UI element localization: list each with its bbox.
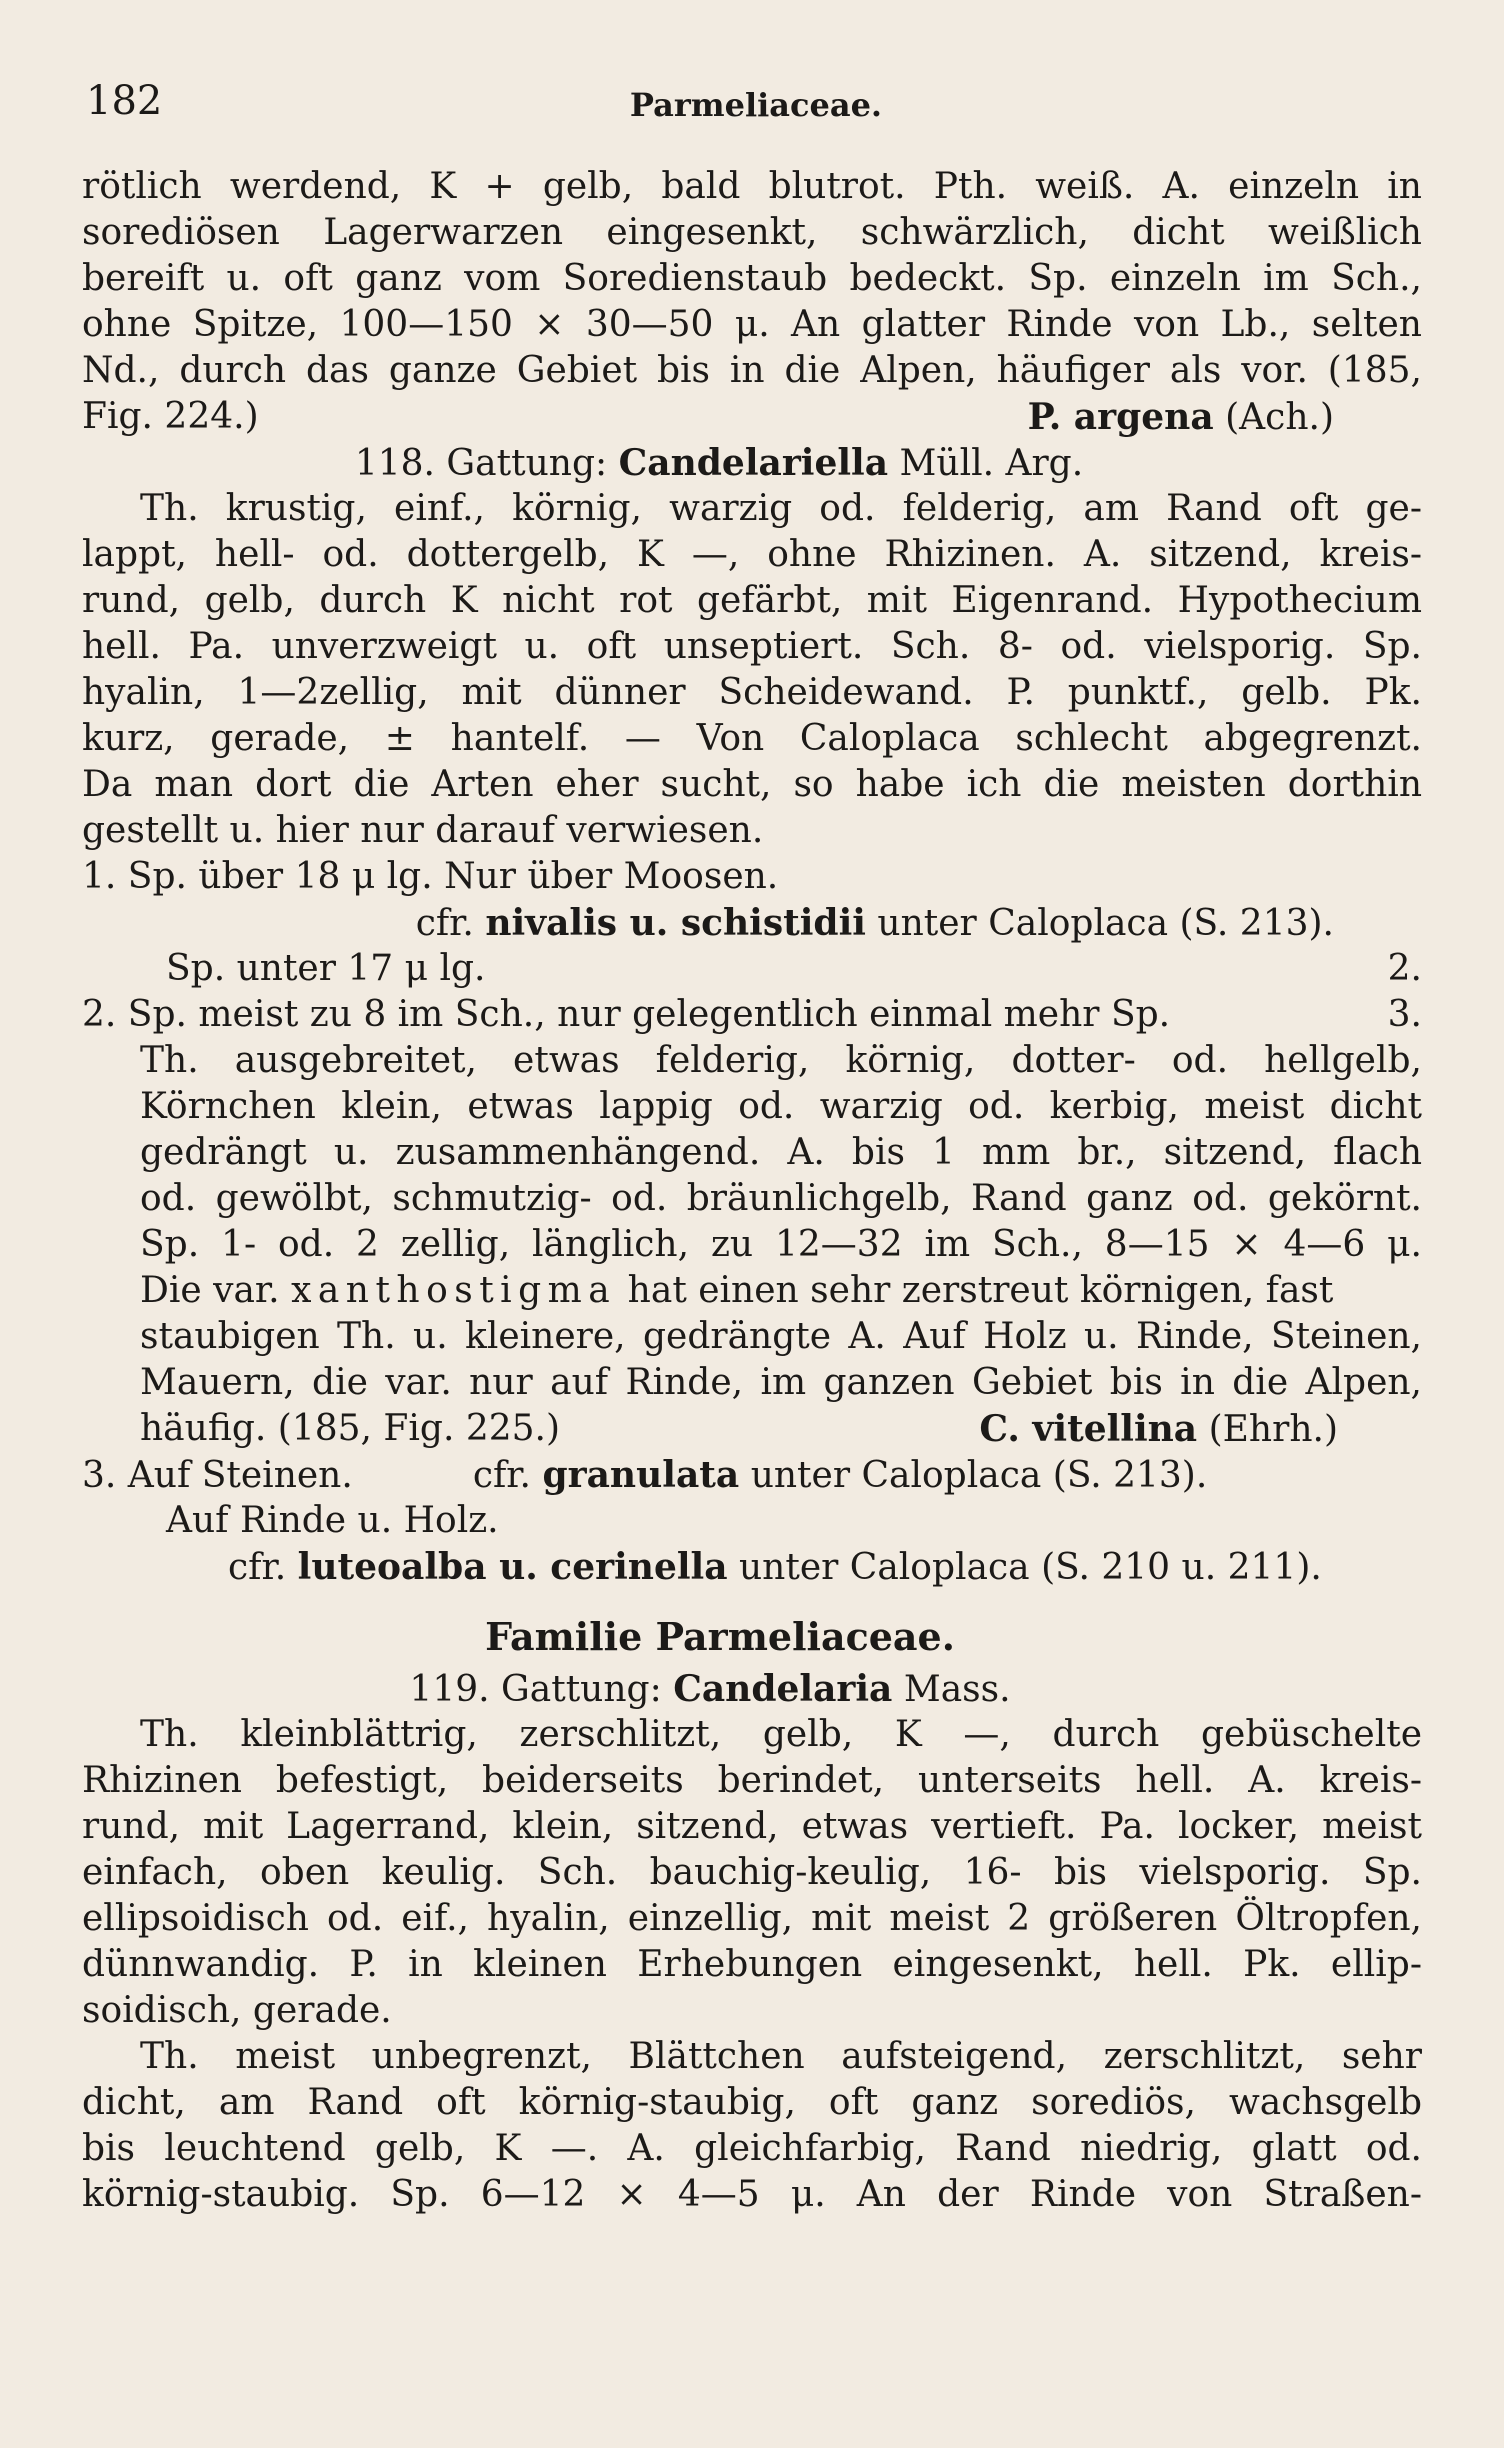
- text-line: Da man dort die Arten eher sucht, so habe ich die meisten dorthin: [82, 764, 1422, 805]
- text-line: hyalin, 1—2zellig, mit dünner Scheidewand. P. punktf., gelb. Pk.: [82, 672, 1422, 713]
- key-line: Auf Rinde u. Holz.: [166, 1500, 499, 1541]
- text-line: sorediösen Lagerwarzen eingesenkt, schwärzlich, dicht weißlich: [82, 212, 1422, 253]
- page-body: [82, 164, 1422, 2218]
- species-entry: [979, 1406, 1338, 1452]
- text-line: Körnchen klein, etwas lappig od. warzig od. kerbig, meist dicht: [140, 1086, 1422, 1127]
- text-line: bereift u. oft ganz vom Soredienstaub bedeckt. Sp. einzeln im Sch.,: [82, 258, 1422, 299]
- text-line: od. gewölbt, schmutzig- od. bräunlichgelb, Rand ganz od. gekörnt.: [140, 1178, 1422, 1219]
- text-line: hell. Pa. unverzweigt u. oft unseptiert. Sch. 8- od. vielsporig. Sp.: [82, 626, 1422, 667]
- species-name: P. argena: [1027, 396, 1214, 438]
- text-line: ellipsoidisch od. eif., hyalin, einzellig, mit meist 2 größeren Öltropfen,: [82, 1898, 1422, 1939]
- text-line: rund, mit Lagerrand, klein, sitzend, etwas vertieft. Pa. locker, meist: [82, 1806, 1422, 1847]
- species-author: (Ach.): [1225, 397, 1334, 438]
- species-name: luteoalba u. cerinella: [297, 1546, 728, 1588]
- page-header: [86, 78, 1426, 138]
- family-heading: Familie Parmeliaceae.: [485, 1614, 955, 1659]
- key-target: 2.: [1387, 948, 1422, 989]
- text-line: staubigen Th. u. kleinere, gedrängte A. Auf Holz u. Rinde, Steinen,: [140, 1316, 1422, 1357]
- text-line: Sp. 1- od. 2 zellig, länglich, zu 12—32 im Sch., 8—15 × 4—6 μ.: [140, 1224, 1422, 1265]
- text-line: Rhizinen befestigt, beiderseits berindet, unterseits hell. A. kreis-: [82, 1760, 1422, 1801]
- species-name: C. vitellina: [979, 1408, 1198, 1450]
- text-line: [82, 394, 1422, 440]
- species-author: (Ehrh.): [1208, 1409, 1338, 1450]
- key-line: cfr. luteoalba u. cerinella unter Caloplaca (S. 210 u. 211).: [228, 1546, 1322, 1588]
- text-line: lappt, hell- od. dottergelb, K —, ohne Rhizinen. A. sitzend, kreis-: [82, 534, 1422, 575]
- text-line: Nd., durch das ganze Gebiet bis in die Alpen, häufiger als vor. (185,: [82, 350, 1422, 391]
- running-title: Parmeliaceae.: [629, 86, 883, 124]
- genus-name: Candelaria: [673, 1668, 893, 1710]
- text-line: rötlich werdend, K + gelb, bald blutrot. Pth. weiß. A. einzeln in: [82, 166, 1422, 207]
- key-line: cfr. nivalis u. schistidii unter Caloplaca (S. 213).: [415, 902, 1334, 944]
- variety-name: xanthostigma: [291, 1270, 617, 1311]
- text-line: häufig. (185, Fig. 225.) C. vitellina (Ehrh.): [140, 1408, 1338, 1450]
- text-line: Th. ausgebreitet, etwas felderig, körnig, dotter- od. hellgelb,: [140, 1040, 1422, 1081]
- genus-heading: 119. Gattung: Candelaria Mass.: [409, 1668, 1011, 1710]
- text-line: ohne Spitze, 100—150 × 30—50 μ. An glatter Rinde von Lb., selten: [82, 304, 1422, 345]
- species-name: nivalis u. schistidii: [485, 902, 866, 944]
- genus-heading: 118. Gattung: Candelariella Müll. Arg.: [354, 442, 1084, 484]
- text-line: gestellt u. hier nur darauf verwiesen.: [82, 810, 764, 851]
- text-line: Th. meist unbegrenzt, Blättchen aufsteigend, zerschlitzt, sehr: [140, 2036, 1422, 2077]
- species-entry: [1028, 394, 1334, 440]
- key-line: 1. Sp. über 18 μ lg. Nur über Moosen.: [82, 856, 779, 897]
- key-line: 3. Auf Steinen. cfr. granulata unter Caloplaca (S. 213).: [82, 1454, 1208, 1496]
- text-line: bis leuchtend gelb, K —. A. gleichfarbig, Rand niedrig, glatt od.: [82, 2128, 1422, 2169]
- key-target: 3.: [1387, 994, 1422, 1035]
- text-line: rund, gelb, durch K nicht rot gefärbt, mit Eigenrand. Hypothecium: [82, 580, 1422, 621]
- key-line: 2. Sp. meist zu 8 im Sch., nur gelegentlich einmal mehr Sp. 3.: [82, 992, 1422, 1038]
- genus-name: Candelariella: [618, 442, 889, 484]
- text-line: Die var. xanthostigma hat einen sehr zerstreut körnigen, fast: [140, 1270, 1334, 1311]
- text-line: dicht, am Rand oft körnig-staubig, oft ganz sorediös, wachsgelb: [82, 2082, 1422, 2123]
- fig-ref: Fig. 224.): [82, 396, 259, 437]
- page-number: 182: [86, 78, 163, 124]
- text-line: dünnwandig. P. in kleinen Erhebungen eingesenkt, hell. Pk. ellip-: [82, 1944, 1422, 1985]
- text-line: Th. krustig, einf., körnig, warzig od. felderig, am Rand oft ge-: [140, 488, 1422, 529]
- text-line: Th. kleinblättrig, zerschlitzt, gelb, K —, durch gebüschelte: [140, 1714, 1422, 1755]
- text-line: einfach, oben keulig. Sch. bauchig-keulig, 16- bis vielsporig. Sp.: [82, 1852, 1422, 1893]
- text-line: gedrängt u. zusammenhängend. A. bis 1 mm br., sitzend, flach: [140, 1132, 1422, 1173]
- text-line: körnig-staubig. Sp. 6—12 × 4—5 μ. An der Rinde von Straßen-: [82, 2174, 1422, 2215]
- key-line: Sp. unter 17 μ lg. 2.: [82, 946, 1422, 992]
- text-line: kurz, gerade, ± hantelf. — Von Caloplaca schlecht abgegrenzt.: [82, 718, 1422, 759]
- text-line: soidisch, gerade.: [82, 1990, 392, 2031]
- text-line: Mauern, die var. nur auf Rinde, im ganzen Gebiet bis in die Alpen,: [140, 1362, 1422, 1403]
- species-name: granulata: [542, 1454, 740, 1496]
